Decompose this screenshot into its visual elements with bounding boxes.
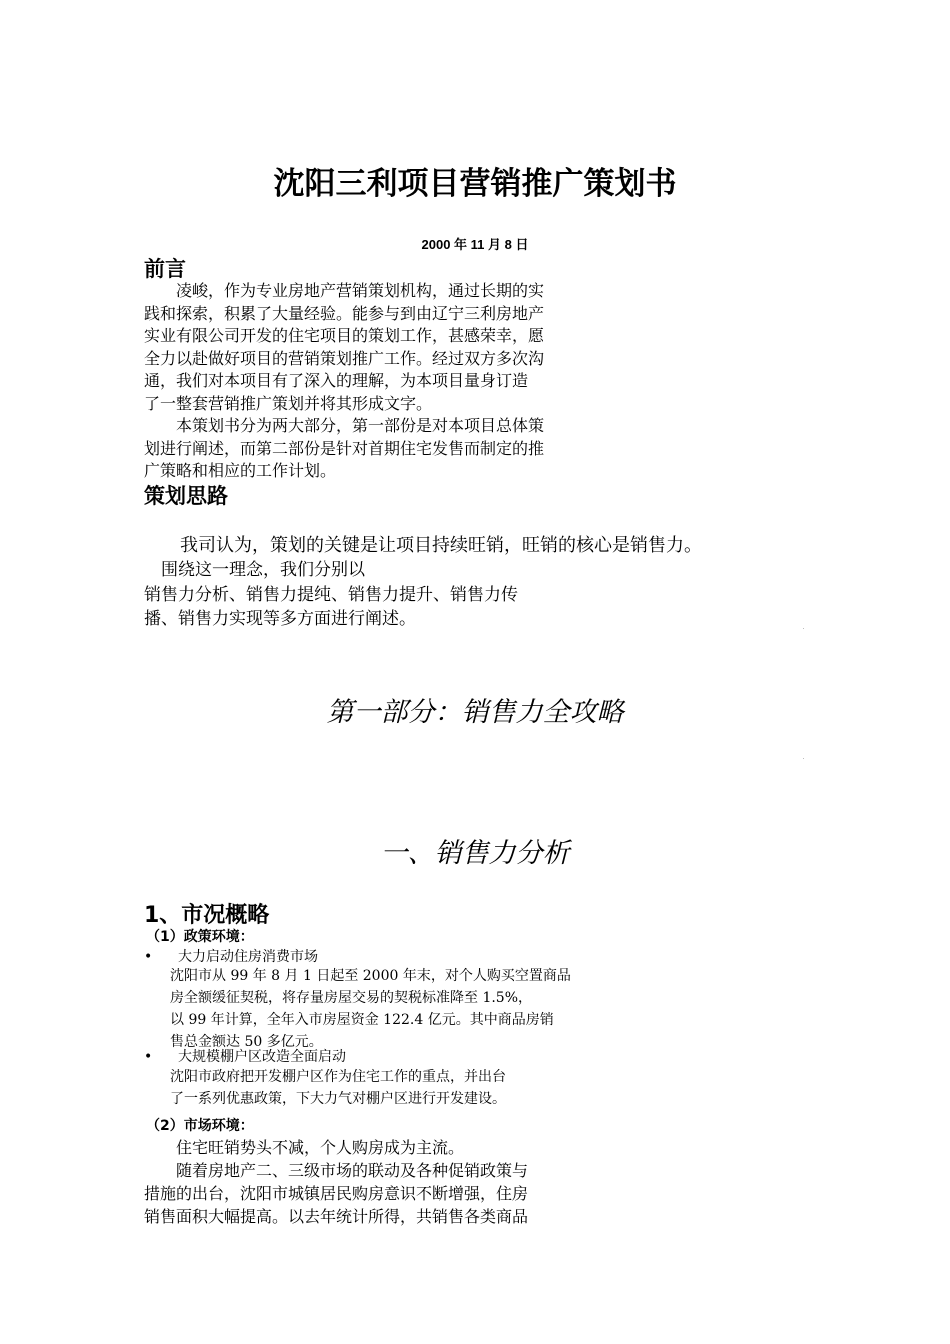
text-line: 践和探索，积累了大量经验。能参与到由辽宁三利房地产 (144, 303, 545, 323)
text-line: 沈阳市从 99 年 8 月 1 日起至 2000 年末，对个人购买空置商品 (170, 968, 571, 984)
policy-label: （1）政策环境： (146, 929, 254, 945)
text-line: 本策划书分为两大部分，第一部份是对本项目总体策 (144, 416, 545, 435)
text-line: 了一整套营销推广策划并将其形成文字。 (144, 393, 433, 413)
thinking-heading: 策划思路 (144, 484, 228, 508)
margin-mark (803, 758, 804, 759)
bullet-item (144, 1046, 346, 1066)
text-line: 沈阳市政府把开发棚户区作为住宅工作的重点，并出台 (170, 1069, 506, 1085)
text-line: 以 99 年计算，全年入市房屋资金 122.4 亿元。其中商品房销 (170, 1012, 554, 1028)
bullet-title: 大力启动住房消费市场 (178, 949, 318, 965)
part-heading: 第一部分：销售力全攻略 (326, 697, 624, 728)
market-label: （2）市场环境： (146, 1118, 254, 1134)
text-line: 房全额缓征契税，将存量房屋交易的契税标准降至 1.5%， (170, 990, 533, 1006)
text-line: 凌峻，作为专业房地产营销策划机构，通过长期的实 (144, 281, 545, 300)
bullet-body (170, 965, 571, 1053)
thinking-line-2: 围绕这一理念，我们分别以 (144, 560, 365, 580)
document-title: 沈阳三利项目营销推广策划书 (273, 166, 677, 202)
text-line: 划进行阐述，而第二部份是针对首期住宅发售而制定的推 (144, 438, 545, 458)
bullet-body (170, 1066, 506, 1110)
text-line: 通，我们对本项目有了深入的理解，为本项目量身订造 (144, 371, 529, 390)
bullet-icon: • (144, 1049, 153, 1065)
margin-mark (803, 628, 804, 629)
text-line: 实业有限公司开发的住宅项目的策划工作，甚感荣幸，愿 (144, 326, 545, 345)
text-line: 了一系列优惠政策，下大力气对棚户区进行开发建设。 (170, 1091, 506, 1107)
bullet-item (144, 946, 318, 966)
bullet-title: 大规模棚户区改造全面启动 (178, 1049, 346, 1065)
preface-paragraph-1 (144, 280, 634, 415)
document-date: 2000 年 11 月 8 日 (421, 237, 529, 252)
thinking-line-3: 销售力分析、销售力提纯、销售力提升、销售力传 (144, 585, 518, 605)
market-heading: 1、市况概略 (144, 903, 270, 928)
thinking-line-1: 我司认为，策划的关键是让项目持续旺销，旺销的核心是销售力。 (144, 535, 702, 556)
market-paragraph (144, 1136, 634, 1228)
text-line: 住宅旺销势头不减，个人购房成为主流。 (144, 1138, 465, 1157)
text-line: 全力以赴做好项目的营销策划推广工作。经过双方多次沟 (144, 348, 545, 368)
section-heading: 一、销售力分析 (380, 838, 570, 869)
preface-paragraph-2 (144, 415, 634, 483)
text-line: 广策略和相应的工作计划。 (144, 461, 337, 480)
bullet-icon: • (144, 949, 153, 965)
text-line: 措施的出台，沈阳市城镇居民购房意识不断增强，住房 (144, 1184, 529, 1203)
text-line: 随着房地产二、三级市场的联动及各种促销政策与 (144, 1161, 529, 1180)
preface-heading: 前言 (144, 257, 186, 281)
text-line: 销售面积大幅提高。以去年统计所得，共销售各类商品 (144, 1207, 529, 1226)
text-line: 售总金额达 50 多亿元。 (170, 1034, 323, 1050)
thinking-line-4: 播、销售力实现等多方面进行阐述。 (144, 609, 416, 629)
